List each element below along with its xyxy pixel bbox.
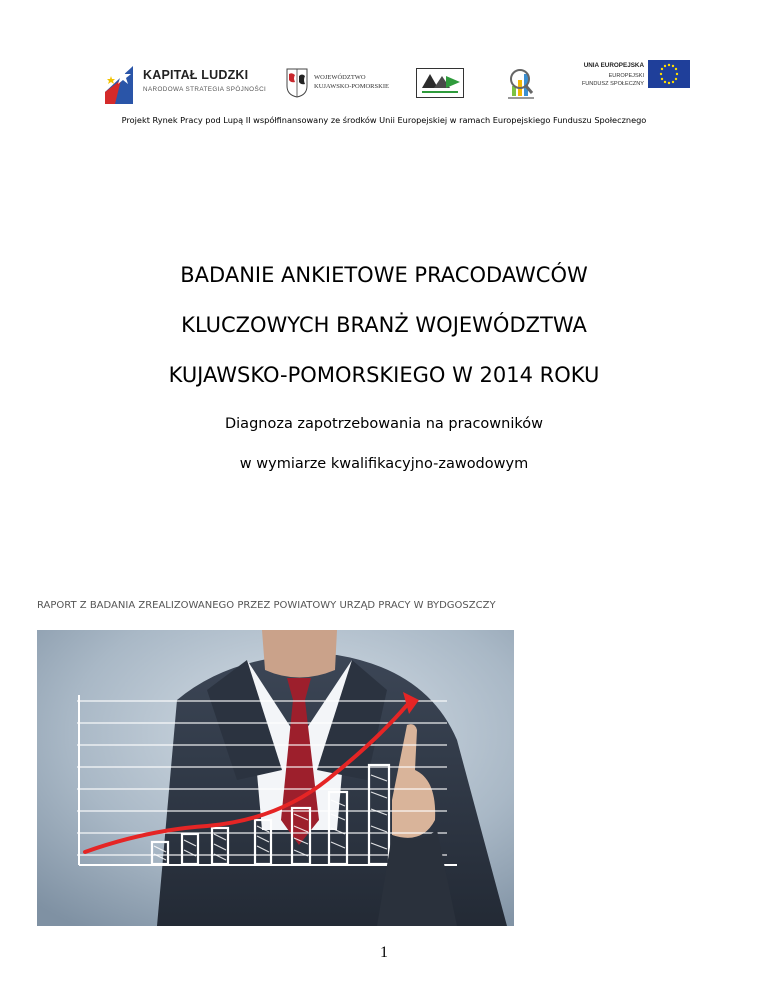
- report-subtitle-line2: w wymiarze kwalifikacyjno-zawodowym: [239, 456, 529, 472]
- report-title-line1: BADANIE ANKIETOWE PRACODAWCÓW: [180, 263, 588, 287]
- kapital-ludzki-title: KAPITAŁ LUDZKI: [143, 68, 249, 82]
- coat-of-arms-icon: [286, 68, 308, 98]
- businessman-growth-chart-photo: [37, 630, 514, 926]
- ue-line2: EUROPEJSKI: [608, 73, 644, 79]
- ue-line3: FUNDUSZ SPOŁECZNY: [581, 81, 644, 87]
- magnifier-chart-icon: [498, 64, 544, 104]
- report-source-line: RAPORT Z BADANIA ZREALIZOWANEGO PRZEZ POWIATOWY URZĄD PRACY W BYDGOSZCZY: [37, 600, 496, 611]
- kapital-ludzki-subtitle: NARODOWA STRATEGIA SPÓJNOŚCI: [143, 86, 267, 93]
- unia-europejska-logo: [578, 60, 690, 102]
- kapital-ludzki-star-icon: [103, 62, 133, 104]
- pup-logo: [416, 68, 464, 98]
- page-number: 1: [380, 944, 388, 961]
- rynek-pracy-logo: [498, 64, 544, 104]
- ue-line1: UNIA EUROPEJSKA: [583, 62, 644, 69]
- wojewodztwo-logo: [286, 66, 396, 104]
- kapital-ludzki-logo: [103, 62, 267, 104]
- report-title-line3: KUJAWSKO-POMORSKIEGO W 2014 ROKU: [168, 363, 600, 387]
- report-title-line2: KLUCZOWYCH BRANŻ WOJEWÓDZTWA: [181, 313, 587, 337]
- report-subtitle-line1: Diagnoza zapotrzebowania na pracowników: [224, 416, 543, 432]
- wojewodztwo-line2: KUJAWSKO-POMORSKIE: [314, 83, 389, 90]
- project-funding-line: Projekt Rynek Pracy pod Lupą II współfinansowany ze środków Unii Europejskiej w ramach Europejskiego Funduszu Społecznego: [121, 115, 647, 125]
- header-logos: [0, 60, 768, 110]
- eu-flag-icon: [648, 60, 690, 88]
- wojewodztwo-line1: WOJEWÓDZTWO: [314, 74, 366, 81]
- pup-emblem-icon: [416, 68, 464, 98]
